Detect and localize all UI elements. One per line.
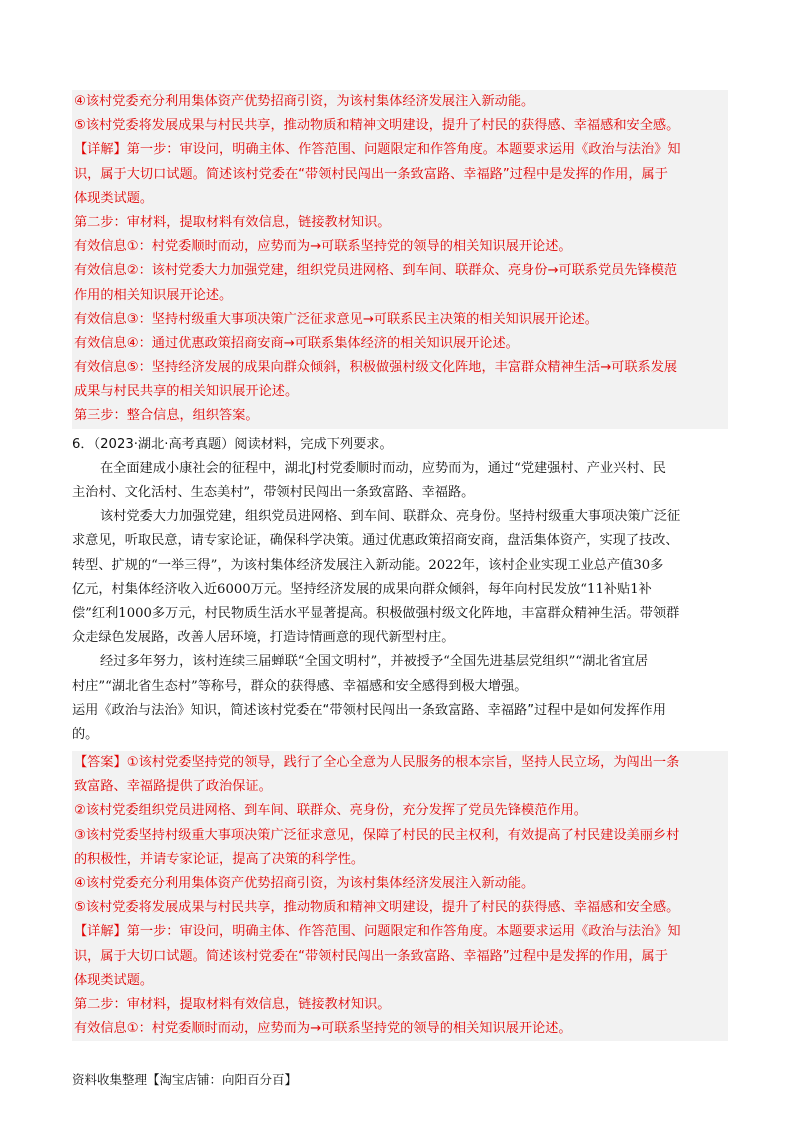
answer-line: 体现类试题。 bbox=[72, 187, 728, 211]
document-content bbox=[72, 90, 728, 1041]
answer-line: 作用的相关知识展开论述。 bbox=[72, 284, 728, 308]
material-line: 村庄”“湖北省生态村”等称号，群众的获得感、幸福感和安全感得到极大增强。 bbox=[72, 678, 528, 694]
answer-block bbox=[72, 751, 728, 1041]
prompt-line: 的。 bbox=[72, 726, 99, 742]
answer-line: 成果与村民共享的相关知识展开论述。 bbox=[72, 380, 728, 404]
answer-line: ⑤该村党委将发展成果与村民共享，推动物质和精神文明建设，提升了村民的获得感、幸福感和安全感。 bbox=[72, 114, 728, 138]
material-line: 在全面建成小康社会的征程中，湖北J村党委顺时而动，应势而为，通过“党建强村、产业兴村、民 bbox=[100, 460, 666, 476]
question-header: 6．（2023·湖北·高考真题）阅读材料，完成下列要求。 bbox=[72, 436, 393, 452]
answer-line: ②该村党委组织党员进网格、到车间、联群众、亮身份，充分发挥了党员先锋模范作用。 bbox=[72, 799, 728, 823]
page-footer: 资料收集整理【淘宝店铺：向阳百分百】 bbox=[72, 1072, 298, 1087]
answer-line: 第二步：审材料，提取材料有效信息，链接教材知识。 bbox=[72, 211, 728, 235]
answer-line: ④该村党委充分利用集体资产优势招商引资，为该村集体经济发展注入新动能。 bbox=[72, 90, 728, 114]
reading-material bbox=[72, 457, 728, 699]
material-line: 主治村、文化活村、生态美村”，带领村民闯出一条致富路、幸福路。 bbox=[72, 485, 475, 500]
answer-line: 识，属于大切口试题。简述该村党委在“带领村民闯出一条致富路、幸福路”过程中是发挥的作用，属于 bbox=[72, 163, 728, 187]
answer-line: 有效信息①：村党委顺时而动，应势而为→可联系坚持党的领导的相关知识展开论述。 bbox=[72, 235, 728, 259]
prompt-line: 运用《政治与法治》知识，简述该村党委在“带领村民闯出一条致富路、幸福路”过程中是如何发挥作用 bbox=[72, 702, 666, 718]
material-line: 经过多年努力，该村连续三届蝉联“全国文明村”，并被授予“全国先进基层党组织”“湖北省宜居 bbox=[100, 654, 649, 670]
answer-line: 有效信息④：通过优惠政策招商安商→可联系集体经济的相关知识展开论述。 bbox=[72, 332, 728, 356]
material-line: 该村党委大力加强党建，组织党员进网格、到车间、联群众、亮身份。坚持村级重大事项决策广泛征 bbox=[100, 509, 681, 525]
material-line: 求意见，听取民意，请专家论证，确保科学决策。通过优惠政策招商安商，盘活集体资产，实现了技改、 bbox=[72, 533, 679, 549]
answer-line: 识，属于大切口试题。简述该村党委在“带领村民闯出一条致富路、幸福路”过程中是发挥的作用，属于 bbox=[72, 945, 728, 969]
answer-line: ④该村党委充分利用集体资产优势招商引资，为该村集体经济发展注入新动能。 bbox=[72, 872, 728, 896]
answer-block-continued bbox=[72, 90, 728, 429]
answer-line: 【答案】①该村党委坚持党的领导，践行了全心全意为人民服务的根本宗旨，坚持人民立场，为闯出一条 bbox=[72, 751, 728, 775]
material-line: 转型、扩规的“一举三得”，为该村集体经济发展注入新动能。2022年，该村企业实现工业总产值30多 bbox=[72, 557, 664, 573]
answer-line: 的积极性，并请专家论证，提高了决策的科学性。 bbox=[72, 848, 728, 872]
material-line: 偿”红利1000多万元，村民物质生活水平显著提高。积极做强村级文化阵地，丰富群众精神生活。带领群 bbox=[72, 605, 680, 621]
answer-line: 第三步：整合信息，组织答案。 bbox=[72, 404, 728, 428]
answer-line: 有效信息③：坚持村级重大事项决策广泛征求意见→可联系民主决策的相关知识展开论述。 bbox=[72, 308, 728, 332]
answer-line: 有效信息①：村党委顺时而动，应势而为→可联系坚持党的领导的相关知识展开论述。 bbox=[72, 1017, 728, 1041]
answer-line: 【详解】第一步：审设问，明确主体、作答范围、问题限定和作答角度。本题要求运用《政治与法治》知 bbox=[72, 138, 728, 162]
answer-line: ③该村党委坚持村级重大事项决策广泛征求意见，保障了村民的民主权利，有效提高了村民建设美丽乡村 bbox=[72, 824, 728, 848]
answer-line: 有效信息⑤：坚持经济发展的成果向群众倾斜，积极做强村级文化阵地，丰富群众精神生活→可联系发展 bbox=[72, 356, 728, 380]
material-line: 亿元，村集体经济收入近6000万元。坚持经济发展的成果向群众倾斜，每年向村民发放“11补贴1补 bbox=[72, 581, 652, 597]
question-prompt bbox=[72, 699, 728, 747]
answer-line: 体现类试题。 bbox=[72, 969, 728, 993]
answer-line: ⑤该村党委将发展成果与村民共享，推动物质和精神文明建设，提升了村民的获得感、幸福感和安全感。 bbox=[72, 896, 728, 920]
answer-line: 【详解】第一步：审设问，明确主体、作答范围、问题限定和作答角度。本题要求运用《政治与法治》知 bbox=[72, 920, 728, 944]
answer-line: 致富路、幸福路提供了政治保证。 bbox=[72, 775, 728, 799]
answer-line: 第二步：审材料，提取材料有效信息，链接教材知识。 bbox=[72, 993, 728, 1017]
answer-line: 有效信息②：该村党委大力加强党建，组织党员进网格、到车间、联群众、亮身份→可联系党员先锋模范 bbox=[72, 259, 728, 283]
material-line: 众走绿色发展路，改善人居环境，打造诗情画意的现代新型村庄。 bbox=[72, 630, 455, 646]
